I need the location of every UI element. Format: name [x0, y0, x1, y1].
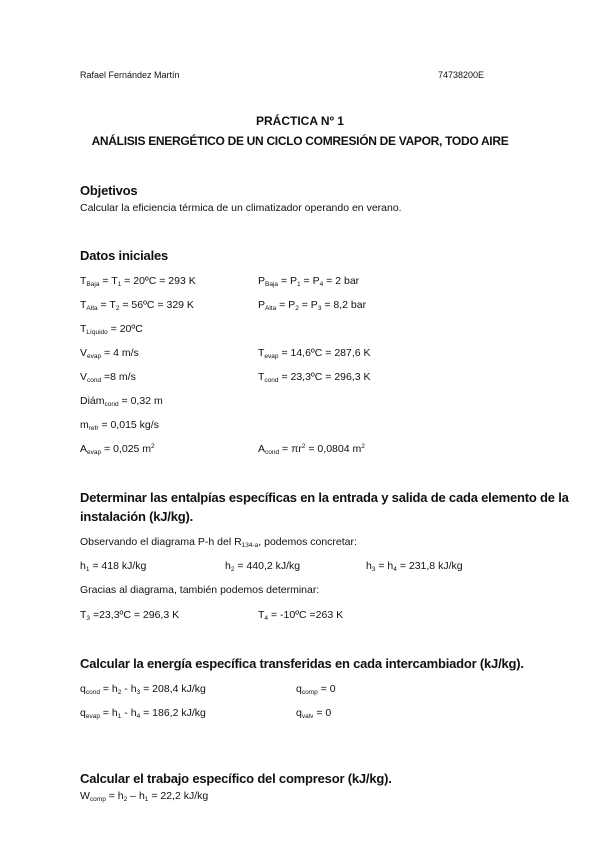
eq-v-cond: $V_{cond} =8$ m/s — [80, 371, 136, 384]
practice-title: PRÁCTICA Nº 1 — [256, 114, 344, 128]
observando-text: Observando el diagrama P-h del $R_{134-a}$, podemos concretar: — [80, 536, 357, 549]
eq-w-comp: $W_{comp} = h_2 - h_1 = 22,2$ kJ/kg — [80, 790, 209, 803]
eq-a-cond: $A_{cond} = \pi r^2 = 0,0804$ $m^2$ — [258, 443, 365, 456]
eq-t4: $T_4$ = -10ºC =263 K — [258, 609, 344, 622]
eq-diametro: Diám$_{cond}$ = 0,32 m — [80, 395, 163, 408]
entalpias-heading-cont: instalación (kJ/kg). — [80, 509, 194, 524]
eq-q-cond: $q_{cond} = h_2 - h_3 = 208,4$ kJ/kg — [80, 683, 206, 696]
objetivos-heading: Objetivos — [80, 183, 138, 198]
datos-heading: Datos iniciales — [80, 248, 169, 263]
entalpias-heading: Determinar las entalpías específicas en la entrada y salida de cada elemento de la — [80, 490, 569, 505]
eq-q-evap: $q_{evap} = h_1 - h_4 = 186,2$ kJ/kg — [80, 707, 206, 720]
eq-h3-h4: $h_3 = h_4 = 231,8$ kJ/kg — [366, 560, 463, 573]
eq-t-cond: $T_{cond}$ = 23,3ºC = 296,3 K — [258, 371, 371, 384]
eq-h2: $h_2 = 440,2$ kJ/kg — [225, 560, 301, 573]
gracias-text: Gracias al diagrama, también podemos determinar: — [80, 584, 320, 596]
eq-q-comp: $q_{comp} = 0$ — [296, 683, 336, 696]
eq-p-alta: $P_{Alta} = P_2 = P_3 = 8,2$ bar — [258, 299, 367, 312]
eq-q-valv: $q_{valv} = 0$ — [296, 707, 332, 720]
eq-p-baja: $P_{Baja} = P_1 = P_4 = 2$ bar — [258, 275, 360, 288]
trabajo-heading: Calcular el trabajo específico del compresor (kJ/kg). — [80, 771, 392, 786]
eq-t-baja: $T_{Baja} = T_1$ = 20ºC = 293 K — [80, 275, 196, 288]
author-name: Rafael Fernández Martín — [80, 70, 180, 80]
eq-t-liquido: $T_{Líquido}$ = 20ºC — [80, 323, 143, 336]
eq-m-refr: $m_{refr} = 0,015$ kg/s — [80, 419, 159, 432]
practice-subtitle: ANÁLISIS ENERGÉTICO DE UN CICLO COMRESIÓN DE VAPOR, TODO AIRE — [91, 134, 509, 148]
eq-t-alta: $T_{Alta} = T_2$ = 56ºC = 329 K — [80, 299, 194, 312]
eq-t-evap: $T_{evap}$ = 14,6ºC = 287,6 K — [258, 347, 371, 360]
eq-v-evap: $V_{evap} = 4$ m/s — [80, 347, 139, 360]
eq-a-evap: $A_{evap} = 0,025$ $m^2$ — [80, 443, 155, 456]
objetivos-text: Calcular la eficiencia térmica de un climatizador operando en verano. — [80, 202, 402, 214]
eq-t3: $T_3$ =23,3ºC = 296,3 K — [80, 609, 180, 622]
student-id: 74738200E — [438, 70, 485, 80]
eq-h1: $h_1 = 418$ kJ/kg — [80, 560, 147, 573]
energia-heading: Calcular la energía específica transferidas en cada intercambiador (kJ/kg). — [80, 656, 524, 671]
